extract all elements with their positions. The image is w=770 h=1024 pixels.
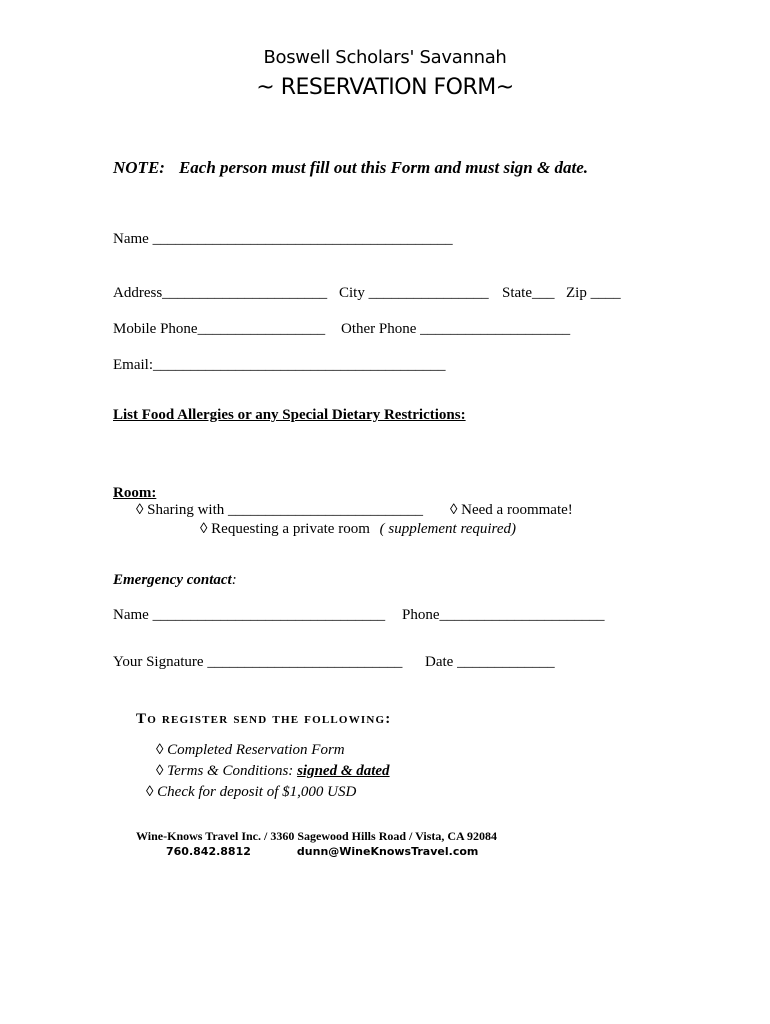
email-field[interactable]: Email:_______________________________________: [113, 357, 446, 373]
room-heading: Room:: [113, 485, 157, 501]
footer-contact: [166, 845, 478, 858]
note: [113, 158, 588, 178]
name-field[interactable]: Name ________________________________________: [113, 231, 453, 247]
need-roommate-option[interactable]: ◊ Need a roommate!: [450, 502, 573, 518]
city-field[interactable]: City ________________: [339, 285, 489, 301]
footer-phone: 760.842.8812: [166, 845, 251, 858]
form-subtitle: ~ RESERVATION FORM~: [256, 75, 514, 100]
note-label: NOTE:: [113, 158, 165, 177]
emergency-phone-field[interactable]: Phone______________________: [402, 607, 605, 623]
register-item-form: ◊ Completed Reservation Form: [156, 742, 345, 758]
address-field[interactable]: Address______________________: [113, 285, 328, 301]
allergies-heading: List Food Allergies or any Special Dietary Restrictions:: [113, 407, 466, 423]
register-item-deposit: ◊ Check for deposit of $1,000 USD: [146, 784, 357, 800]
register-item-terms: ◊ Terms & Conditions: signed & dated: [156, 763, 390, 779]
footer-address: Wine-Knows Travel Inc. / 3360 Sagewood Hills Road / Vista, CA 92084: [136, 829, 498, 843]
footer-email: dunn@WineKnowsTravel.com: [296, 845, 479, 858]
emergency-heading: Emergency contact:: [113, 572, 237, 588]
mobile-phone-field[interactable]: Mobile Phone_________________: [113, 321, 326, 337]
emergency-name-field[interactable]: Name _______________________________: [113, 607, 386, 623]
state-field[interactable]: State___: [502, 285, 555, 301]
register-heading: To register send the following:: [136, 711, 392, 727]
private-room-label: ◊ Requesting a private room: [200, 521, 370, 537]
other-phone-field[interactable]: Other Phone ____________________: [341, 321, 571, 337]
sharing-with-field[interactable]: ◊ Sharing with __________________________: [136, 502, 423, 518]
date-field[interactable]: Date _____________: [425, 654, 555, 670]
form-title: Boswell Scholars' Savannah: [263, 47, 507, 68]
note-text: Each person must fill out this Form and must sign & date.: [178, 158, 588, 177]
signature-field[interactable]: Your Signature __________________________: [113, 654, 403, 670]
supplement-note: ( supplement required): [379, 521, 516, 537]
private-room-option[interactable]: [200, 521, 516, 538]
zip-field[interactable]: Zip ____: [566, 285, 621, 301]
